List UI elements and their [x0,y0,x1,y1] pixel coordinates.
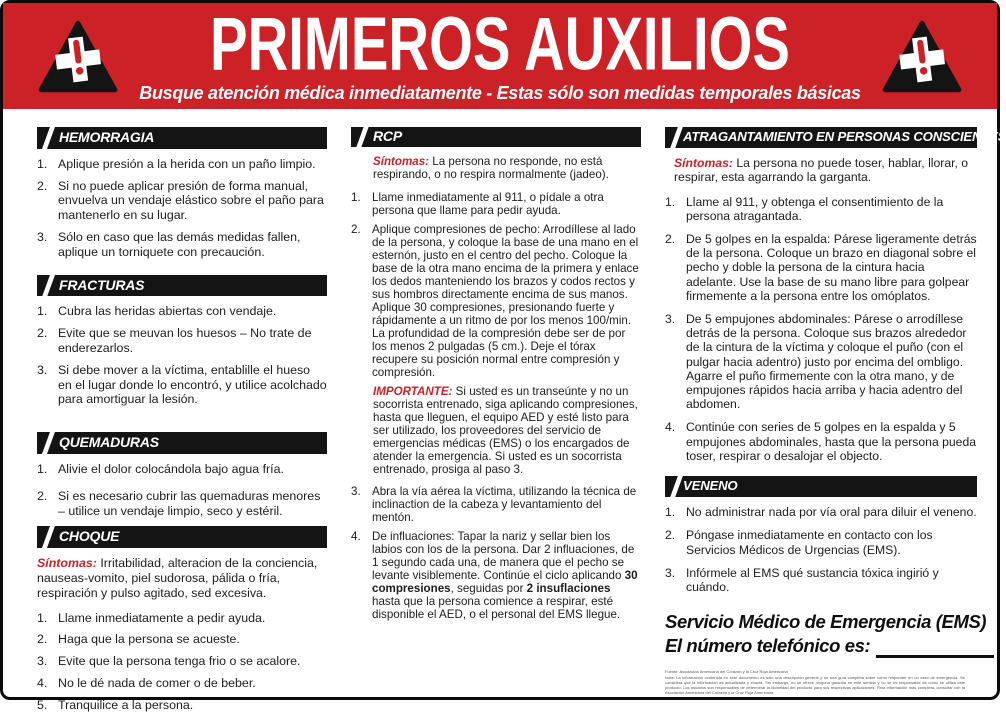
item-text: Continúe con series de 5 golpes en la espalda y 5 empujones abdominales, hasta que la persona pueda toser, respirar o desalojar el objecto. [686,420,977,463]
item-text: Sólo en caso que las demás medidas fallen, aplique un torniquete con precaución. [58,229,301,259]
first-aid-warning-triangle-icon [881,18,963,96]
item-number: 3. [37,654,48,669]
list-item [37,489,327,519]
list-item [37,676,327,691]
poster-subtitle: Busque atención médica inmediatamente - Estas sólo son medidas temporales básicas [139,81,861,103]
list-item [665,195,977,223]
list-item [665,505,977,519]
list-item [665,232,977,303]
list-item [665,528,977,556]
item-text: Cubra las heridas abiertas con vendaje. [58,304,277,319]
item-text: Póngase inmediatamente en contacto con los Servicios Médicos de Urgencias (EMS). [686,528,933,557]
item-text: Alivie el dolor colocándola bajo agua fría. [58,461,284,476]
item-number: 2. [37,488,48,503]
list-item [665,566,977,594]
item-number: 1. [37,610,48,625]
symptoms-label: Síntomas: [37,556,97,571]
ems-phone-line [665,634,977,661]
item-number: 4. [37,675,48,690]
item-number: 3. [37,229,48,244]
item-number: 5. [37,697,48,712]
important-label: IMPORTANTE: [373,385,453,398]
list-item [351,223,641,379]
item-text: Evite que se meuvan los huesos – No trate de enderezarlos. [58,326,312,355]
list-item [37,611,327,626]
item-text: No administrar nada por vía oral para diluir el veneno. [686,505,977,520]
item-number: 2. [37,178,48,193]
symptoms-paragraph [674,156,977,184]
list-item [37,363,327,407]
item-text-bold: 30 compresiones [372,569,638,595]
section-heading-rcp: RCP [351,127,641,147]
header-titles [119,0,881,104]
symptoms-text: Irritabilidad, alteracion de la conciencia, nauseas-vomito, piel sudorosa, pálida o fría, respiración y pulso agitado, sed excesiva. [37,556,318,600]
list-item [37,326,327,356]
list-item [665,312,977,411]
item-text: Si no puede aplicar presión de forma manual, envuelva un vendaje elástico sobre el paño para mantenerlo en su lugar. [58,178,324,223]
section-heading-quemaduras: QUEMADURAS [37,432,327,454]
item-number: 2. [665,232,676,247]
item-number: 3. [665,312,676,327]
symptoms-label: Síntomas: [674,156,733,171]
section-heading-choque: CHOQUE [37,526,327,548]
item-text: Si debe mover a la víctima, entablille el hueso en el lugar donde lo encontró, y utilice acolchado para amortiguar la lesión. [58,362,327,407]
item-text: Llame inmediatamente a pedir ayuda. [58,610,266,625]
important-paragraph [373,385,641,476]
symptoms-label: Síntomas: [373,155,430,168]
list-item [37,654,327,669]
section-heading-fracturas: FRACTURAS [37,275,327,297]
symptoms-paragraph [373,155,641,181]
item-text-segment: De influaciones: Tapar la nariz y sellar bien los labios con los de la persona. Dar 2 influaciones, de 1 segundo cada una, de manera que el pecho se levante visiblemente. Continúe el ciclo aplicando [372,530,635,582]
list-item [37,462,327,477]
poster-title: PRIMEROS AUXILIOS [210,0,790,86]
ems-title: Servicio Médico de Emergencia (EMS) [665,611,987,633]
item-text-bold: 2 insuflaciones [526,582,611,595]
item-number: 2. [351,223,361,236]
item-text: Aplique presión a la herida con un paño limpio. [58,156,316,171]
item-text: Si es necesario cubrir las quemaduras menores – utilice un vendaje limpio, seco y estéril. [58,488,321,518]
fine-print-source: Fuente: Asociación Americana del Corazón y la Cruz Roja Americana [665,669,788,675]
item-number: 3. [351,485,361,498]
list-item [37,304,327,319]
item-number: 2. [37,326,48,341]
item-number: 2. [37,632,48,647]
symptoms-text: La persona no responde, no está respirando, o no respira normalmente (jadeo). [373,155,609,181]
list-item [37,698,327,713]
symptoms-text: La persona no puede toser, hablar, llorar, o respirar, esta agarrando la garganta. [674,156,969,185]
list-item [37,179,327,223]
ems-phone-block [665,610,987,661]
item-number: 1. [37,461,48,476]
item-number: 4. [665,420,676,435]
ems-phone-label: El número telefónico es: [665,635,871,657]
fine-print-note: Nota: La información contenida en este documento es sólo una descripción general y no una guía completa sobre cómo responder en un caso de emergencia. Se considera que la información es actualizada y exacta. Sin embargo, no se ofrece ninguna garantía en este sentido y no se es responsable de cómo se utiliza este producto. Los usuarios son responsables de determinar la idoneidad del producto para sus respectivas aplicaciones. Para información más completa, consultar con la Asociación Americana del Corazón y la Cruz Roja Americana. [665,675,965,696]
item-text [372,530,641,621]
column-middle [351,127,641,697]
list-item [665,420,977,463]
item-text: Evite que la persona tenga frio o se acalore. [58,654,301,669]
list-item [351,530,641,621]
item-number: 1. [37,304,48,319]
list-item [37,632,327,647]
item-number: 4. [351,530,361,543]
symptoms-paragraph [37,556,327,600]
list-item [351,485,641,524]
first-aid-warning-triangle-icon [37,18,119,96]
important-text: Si usted es un transeúnte y no un socorrista entrenado, siga aplicando compresiones, hasta que lleguen, el equipo AED y esté listo para ser utilizado, los proveedores del servicio de emergencias médicas (EMS) o los encargados de atender la emergencia. Si usted es un socorrista entrenado, prosiga al paso 3. [373,385,638,476]
item-text: No le dé nada de comer o de beber. [58,675,256,690]
item-number: 3. [665,565,676,580]
header-band [3,0,997,109]
item-text: Llame inmediatamente al 911, o pídale a otra persona que llame para pedir ayuda. [372,191,604,217]
item-text: Llame al 911, y obtenga el consentimiento de la persona atragantada. [686,194,944,223]
item-text: De 5 empujones abdominales: Párese o arrodíllese detrás de la persona. Coloque sus brazos alrededor de la cintura de la víctima y coloque el puño (con el pulgar hacia adentro) justo por encima del ombligo. Agarre el puño firmemente con la otra mano, y de empujones rápidos hacia arriba y hacia adentro del abdomen. [686,312,967,412]
item-number: 1. [665,505,676,520]
fine-print [665,669,965,695]
item-number: 1. [37,156,48,171]
item-text-segment: , seguidas por [450,582,527,595]
section-heading-atragantamiento: ATRAGANTAMIENTO EN PERSONAS CONSCIENTES [665,127,977,148]
column-left [37,127,327,712]
section-heading-veneno: VENENO [665,476,977,497]
item-number: 2. [665,528,676,543]
item-text: De 5 golpes en la espalda: Párese ligeramente detrás de la persona. Coloque un brazo en diagonal sobre el pecho y doble la persona de la cintura hacia adelante. Use la base de su mano libre para golpear firmemente a la persona entre los omóplatos. [686,232,977,303]
item-number: 1. [665,194,676,209]
list-item [37,157,327,172]
item-number: 3. [37,362,48,377]
item-text-segment: hasta que la persona comience a respirar, esté disponible el AED, o el personal del EMS llegue. [372,595,621,621]
item-text: Infórmele al EMS qué sustancia tóxica ingirió y cuándo. [686,565,939,595]
phone-number-blank [876,631,994,658]
item-text: Haga que la persona se acueste. [58,632,240,647]
item-text: Tranquilice a la persona. [58,697,194,712]
content-columns [3,109,1006,712]
list-item [351,191,641,217]
list-item [37,230,327,260]
section-heading-hemorragia: HEMORRAGIA [37,127,327,149]
item-text: Aplique compresiones de pecho: Arrodíllese al lado de la persona, y coloque la base de una mano en el esternón, justo en el centro del pecho. Coloque la base de la otra mano encima de la primera y enlace los dedos manteniendo los brazos y codos rectos y sus hombros directamente encima de sus manos. Aplique 30 compresiones, presionando fuerte y rápidamente a un ritmo de por los menos 100/min. La profundidad de la compresión debe ser de por los menos 2 pulgadas (5 cm.). Deje el tórax recupere su posición normal entre compresión y compresión. [372,223,639,379]
item-text: Abra la vía aérea la víctima, utilizando la técnica de inclinaction de la cabeza y levantamiento del mentón. [372,485,637,524]
column-right [665,127,1006,697]
item-number: 1. [351,191,361,204]
